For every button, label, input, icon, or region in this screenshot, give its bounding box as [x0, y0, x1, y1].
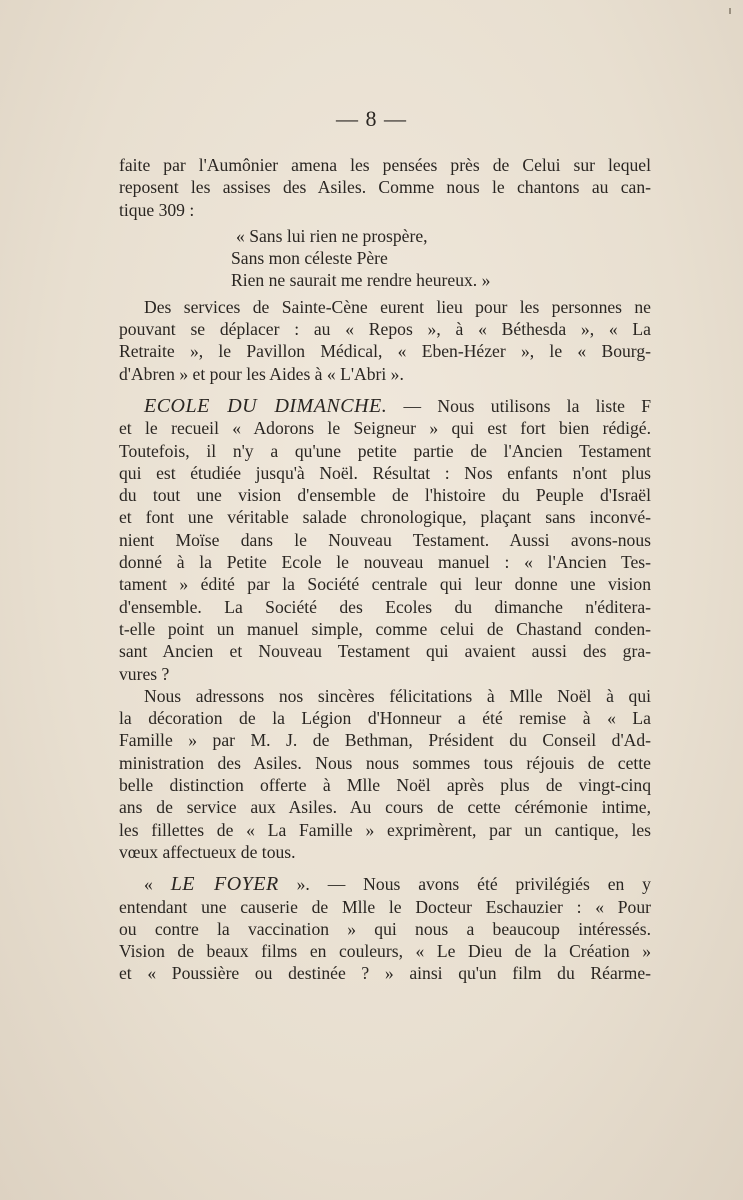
text-line: Vision de beaux films en couleurs, « Le Dieu de la Création »	[119, 941, 651, 962]
text-line: pouvant se déplacer : au « Repos », à « Béthesda », « La	[119, 319, 651, 340]
text-line: Nous adressons nos sincères félicitations à Mlle Noël à qui	[144, 685, 651, 706]
verse-line: Sans mon céleste Père	[231, 248, 388, 269]
text-line: d'ensemble. La Société des Ecoles du dimanche n'éditera-	[119, 596, 651, 617]
text-line: vures ?	[119, 663, 170, 684]
text-line: nient Moïse dans le Nouveau Testament. Aussi avons-nous	[119, 529, 651, 550]
text-line: Toutefois, il n'y a qu'une petite partie de l'Ancien Testament	[119, 440, 651, 461]
text-line: et le recueil « Adorons le Seigneur » qui est fort bien rédigé.	[119, 418, 651, 439]
text-line: ministration des Asiles. Nous nous sommes tous réjouis de cette	[119, 752, 651, 773]
text-line: reposent les assises des Asiles. Comme nous le chantons au can-	[119, 177, 651, 198]
text-line: ou contre la vaccination » qui nous a beaucoup intéressés.	[119, 918, 651, 939]
text-line: la décoration de la Légion d'Honneur a été remise à « La	[119, 708, 651, 729]
text-line: tament » édité par la Société centrale qui leur donne une vision	[119, 574, 651, 595]
text-line: du tout une vision d'ensemble de l'histoire du Peuple d'Israël	[119, 485, 651, 506]
text-line: Famille » par M. J. de Bethman, Président du Conseil d'Ad-	[119, 730, 651, 751]
paper-mark	[729, 8, 731, 14]
text-line: t-elle point un manuel simple, comme celui de Chastand conden-	[119, 618, 651, 639]
verse-line: « Sans lui rien ne prospère,	[236, 225, 428, 246]
text-line: Des services de Sainte-Cène eurent lieu pour les personnes ne	[144, 296, 651, 317]
text-line: tique 309 :	[119, 199, 195, 220]
text-line: qui est étudiée jusqu'à Noël. Résultat : Nos enfants n'ont plus	[119, 462, 651, 483]
page-number: — 8 —	[336, 106, 407, 131]
text-line: Retraite », le Pavillon Médical, « Eben-Hézer », le « Bourg-	[119, 341, 651, 362]
section-heading-ecole: ECOLE DU DIMANCHE.	[144, 394, 388, 417]
text-line: donné à la Petite Ecole le nouveau manuel : « l'Ancien Tes-	[119, 552, 651, 573]
section-heading-line: ECOLE DU DIMANCHE. — Nous utilisons la liste F	[144, 394, 651, 417]
text-line: les fillettes de « La Famille » exprimèrent, par un cantique, les	[119, 819, 651, 840]
section-heading-line: « LE FOYER ». — Nous avons été privilégiés en y	[144, 873, 651, 896]
text-line: et « Poussière ou destinée ? » ainsi qu'un film du Réarme-	[119, 963, 651, 984]
text-line: entendant une causerie de Mlle le Docteur Eschauzier : « Pour	[119, 896, 651, 917]
text-line: ans de service aux Asiles. Au cours de cette cérémonie intime,	[119, 797, 651, 818]
text-line: sant Ancien et Nouveau Testament qui avaient aussi des gra-	[119, 641, 651, 662]
text-line: et font une véritable salade chronologique, plaçant sans inconvé-	[119, 507, 651, 528]
verse-line: Rien ne saurait me rendre heureux. »	[231, 270, 491, 291]
text-line: d'Abren » et pour les Aides à « L'Abri ».	[119, 363, 404, 384]
section-heading-foyer: LE FOYER	[170, 873, 279, 896]
text-line: faite par l'Aumônier amena les pensées près de Celui sur lequel	[119, 155, 651, 175]
body-text	[119, 154, 651, 985]
text-line: vœux affectueux de tous.	[119, 841, 296, 862]
text-line: belle distinction offerte à Mlle Noël après plus de vingt-cinq	[119, 775, 651, 796]
